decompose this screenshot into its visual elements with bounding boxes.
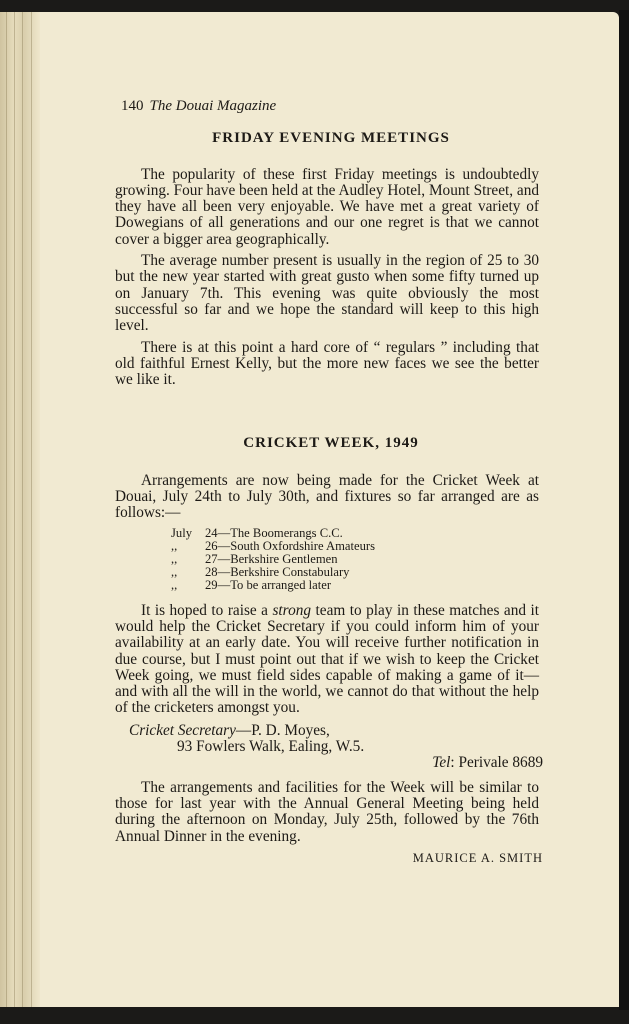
book-page-edges [0,12,40,1007]
tel-label: Tel [432,754,451,772]
friday-heading: FRIDAY EVENING MEETINGS [212,130,450,147]
fixture-row: ,, 28—Berkshire Constabulary [171,565,350,580]
fixture-list [171,527,539,593]
secretary-line [129,723,539,739]
cricket-intro: Arrangements are now being made for the Cricket Week at Douai, July 24th to July 30th, and fixtures so far arranged are as follows:— [115,471,539,522]
fixture-row: July 24—The Boomerangs C.C. [171,525,343,540]
cricket-paragraph-2: It is hoped to raise a strong team to play in these matches and it would help the Cricket Secretary if you could inform him of your availability at an early date. You will receive further notification in due course, but I must point out that if we wish to keep the Cricket Week going, we must field sides capable of making a game of it—and with all the will in the world, we cannot do that without the help of the cricketers amongst you. [115,601,539,717]
friday-paragraph-1: The popularity of these first Friday meetings is undoubtedly growing. Four have been held at the Audley Hotel, Mount Street, and they have all been very enjoyable. We have met a great variety of Dowegians of all generations and our one regret is that we cannot cover a bigger area geographically. [115,165,539,248]
friday-paragraph-3: There is at this point a hard core of “ regulars ” including that old faithful Ernest Kelly, but the more new faces we see the better we like it. [115,338,539,389]
magazine-title: The Douai Magazine [149,98,277,114]
page-content [115,98,543,866]
page-number: 140 [121,98,144,114]
secretary-telephone [115,755,543,771]
secretary-address: 93 Fowlers Walk, Ealing, W.5. [177,738,365,756]
secretary-label: Cricket Secretary [129,721,236,739]
fixture-row: ,, 27—Berkshire Gentlemen [171,552,338,567]
fixture-row: ,, 29—To be arranged later [171,578,332,593]
running-head [121,98,539,114]
emphasis-strong: strong [272,601,312,619]
fixture-row: ,, 26—South Oxfordshire Amateurs [171,538,375,553]
cricket-paragraph-3: The arrangements and facilities for the Week will be similar to those for last year with the Annual General Meeting being held during the afternoon on Monday, July 25th, followed by the 76th Annual Dinner in the evening. [115,778,539,845]
tel-number: : Perivale 8689 [450,754,543,772]
author-signature: MAURICE A. SMITH [412,850,543,865]
secretary-name: —P. D. Moyes, [235,721,330,739]
friday-paragraph-2: The average number present is usually in the region of 25 to 30 but the new year started with great gusto when some fifty turned up on January 7th. This evening was quite obviously the most successful so far and we hope the standard will keep to this high level. [115,252,539,335]
binding-shadow [619,10,629,1010]
cricket-heading: CRICKET WEEK, 1949 [243,435,419,452]
